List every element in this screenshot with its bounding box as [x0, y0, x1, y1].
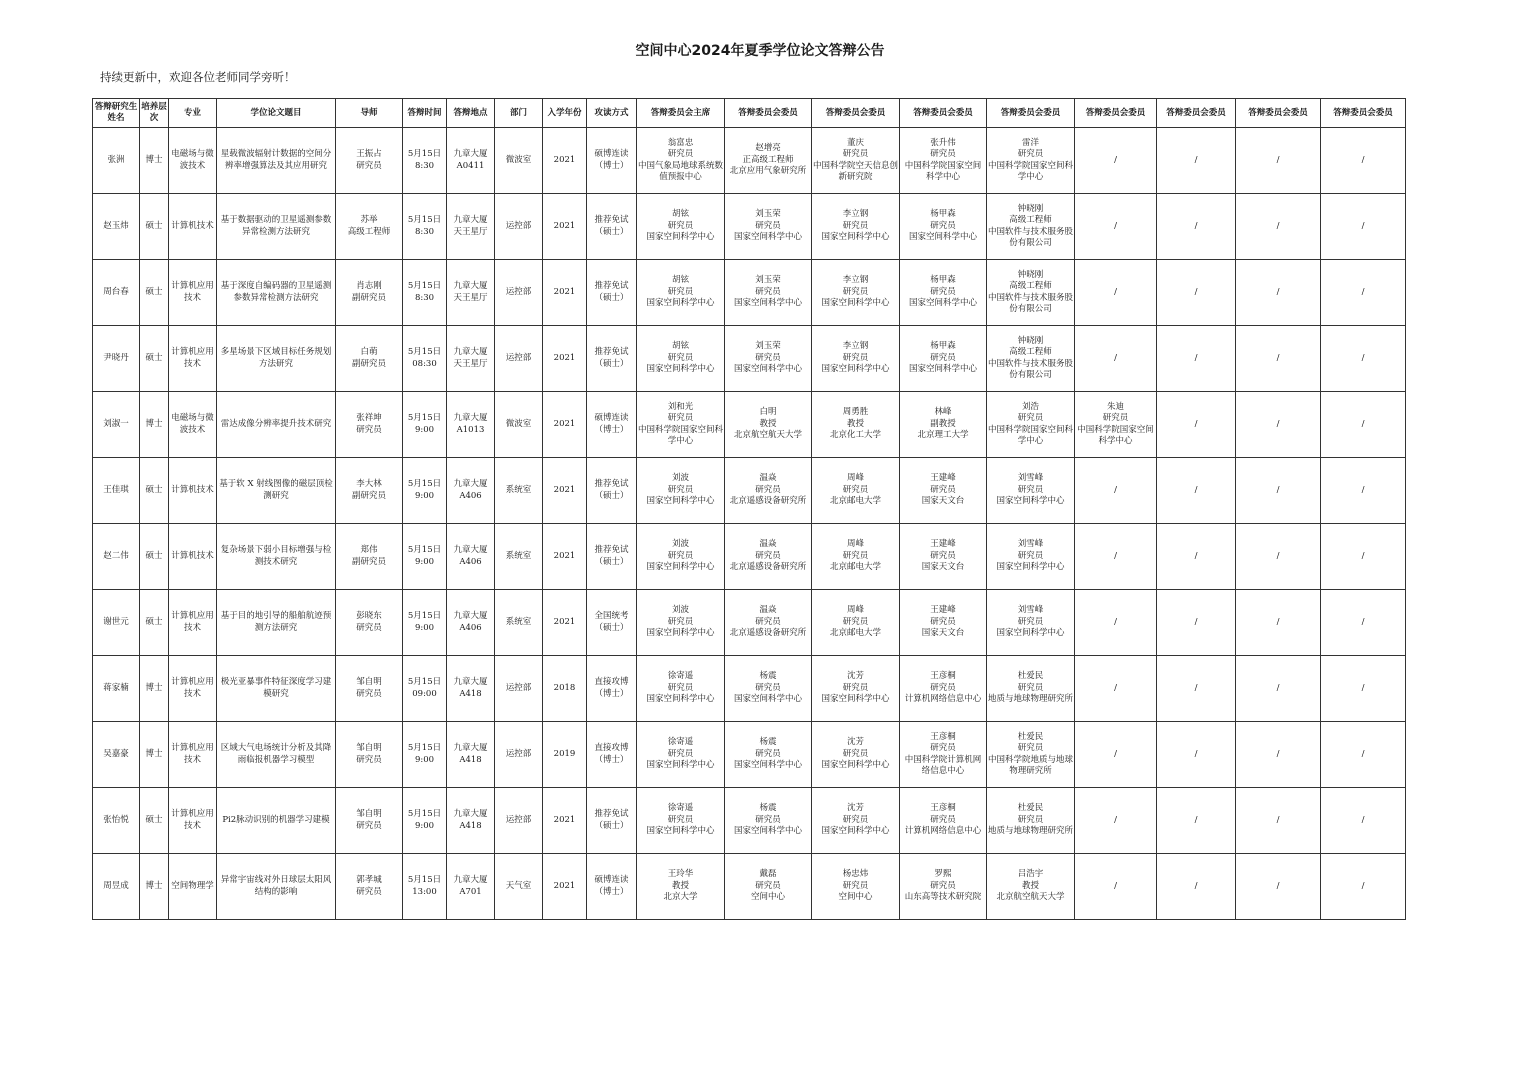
- committee-member-cell: 赵增亮 正高级工程师 北京应用气象研究所: [725, 128, 812, 194]
- column-header: 答辩委员会委员: [1321, 99, 1406, 128]
- column-header: 攻读方式: [587, 99, 637, 128]
- committee-chair-cell: 刘波 研究员 国家空间科学中心: [637, 590, 725, 656]
- major-cell: 计算机技术: [169, 194, 217, 260]
- committee-member-cell: 戴磊 研究员 空间中心: [725, 854, 812, 920]
- column-header: 答辩委员会委员: [900, 99, 987, 128]
- committee-member-cell: /: [1075, 458, 1157, 524]
- study-mode-cell: 推荐免试 （硕士）: [587, 260, 637, 326]
- defense-time-cell: 5月15日 9:00: [403, 590, 447, 656]
- student-name-cell: 谢世元: [93, 590, 140, 656]
- committee-member-cell: /: [1236, 260, 1321, 326]
- level-cell: 博士: [140, 722, 169, 788]
- thesis-title-cell: 基于软 X 射线图像的磁层顶检测研究: [217, 458, 336, 524]
- committee-member-cell: 周勇胜 教授 北京化工大学: [812, 392, 900, 458]
- committee-member-cell: 杨震 研究员 国家空间科学中心: [725, 722, 812, 788]
- committee-member-cell: 温焱 研究员 北京遥感设备研究所: [725, 590, 812, 656]
- advisor-cell: 彭晓东 研究员: [336, 590, 403, 656]
- level-cell: 硕士: [140, 524, 169, 590]
- committee-member-cell: 杨震 研究员 国家空间科学中心: [725, 656, 812, 722]
- committee-member-cell: 李立钢 研究员 国家空间科学中心: [812, 260, 900, 326]
- student-name-cell: 王佳琪: [93, 458, 140, 524]
- major-cell: 计算机应用技术: [169, 260, 217, 326]
- study-mode-cell: 推荐免试 （硕士）: [587, 326, 637, 392]
- committee-member-cell: /: [1157, 260, 1236, 326]
- column-header: 导师: [336, 99, 403, 128]
- committee-member-cell: /: [1236, 128, 1321, 194]
- committee-member-cell: 杜爱民 研究员 地质与地球物理研究所: [987, 788, 1075, 854]
- level-cell: 硕士: [140, 590, 169, 656]
- defense-time-cell: 5月15日 9:00: [403, 524, 447, 590]
- table-row: [93, 524, 1406, 590]
- committee-member-cell: 杜爱民 研究员 地质与地球物理研究所: [987, 656, 1075, 722]
- committee-member-cell: /: [1157, 854, 1236, 920]
- department-cell: 天气室: [495, 854, 543, 920]
- major-cell: 计算机应用技术: [169, 722, 217, 788]
- thesis-title-cell: 区域大气电场统计分析及其降雨临报机器学习模型: [217, 722, 336, 788]
- department-cell: 运控部: [495, 260, 543, 326]
- department-cell: 运控部: [495, 326, 543, 392]
- level-cell: 硕士: [140, 260, 169, 326]
- advisor-cell: 苏举 高级工程师: [336, 194, 403, 260]
- committee-member-cell: /: [1157, 392, 1236, 458]
- committee-member-cell: /: [1157, 656, 1236, 722]
- student-name-cell: 周昱成: [93, 854, 140, 920]
- study-mode-cell: 推荐免试 （硕士）: [587, 788, 637, 854]
- defense-location-cell: 九章大厦 A406: [447, 524, 495, 590]
- student-name-cell: 蒋家楠: [93, 656, 140, 722]
- defense-time-cell: 5月15日 9:00: [403, 788, 447, 854]
- defense-location-cell: 九章大厦 A418: [447, 722, 495, 788]
- committee-member-cell: 钟晓刚 高级工程师 中国软件与技术服务股份有限公司: [987, 194, 1075, 260]
- committee-member-cell: 雷洋 研究员 中国科学院国家空间科学中心: [987, 128, 1075, 194]
- column-header: 答辩委员会委员: [812, 99, 900, 128]
- defense-time-cell: 5月15日 8:30: [403, 260, 447, 326]
- student-name-cell: 张怡悦: [93, 788, 140, 854]
- committee-member-cell: 钟晓刚 高级工程师 中国软件与技术服务股份有限公司: [987, 260, 1075, 326]
- committee-member-cell: /: [1157, 590, 1236, 656]
- thesis-title-cell: 基于目的地引导的船舶航迹预测方法研究: [217, 590, 336, 656]
- level-cell: 硕士: [140, 458, 169, 524]
- committee-member-cell: 吕浩宇 教授 北京航空航天大学: [987, 854, 1075, 920]
- defense-location-cell: 九章大厦 A701: [447, 854, 495, 920]
- committee-member-cell: /: [1321, 854, 1406, 920]
- table-row: [93, 326, 1406, 392]
- thesis-title-cell: 雷达成像分辨率提升技术研究: [217, 392, 336, 458]
- department-cell: 运控部: [495, 194, 543, 260]
- advisor-cell: 张祥坤 研究员: [336, 392, 403, 458]
- committee-member-cell: 刘玉荣 研究员 国家空间科学中心: [725, 326, 812, 392]
- column-header: 专业: [169, 99, 217, 128]
- committee-member-cell: 杨震 研究员 国家空间科学中心: [725, 788, 812, 854]
- committee-member-cell: /: [1321, 128, 1406, 194]
- table-header-row: [93, 99, 1406, 128]
- committee-member-cell: 刘雪峰 研究员 国家空间科学中心: [987, 458, 1075, 524]
- enrollment-year-cell: 2021: [543, 854, 587, 920]
- column-header: 培养层次: [140, 99, 169, 128]
- thesis-title-cell: 基于数据驱动的卫星遥测参数异常检测方法研究: [217, 194, 336, 260]
- committee-member-cell: 杨甲森 研究员 国家空间科学中心: [900, 326, 987, 392]
- committee-member-cell: /: [1236, 722, 1321, 788]
- committee-member-cell: /: [1157, 326, 1236, 392]
- level-cell: 博士: [140, 854, 169, 920]
- committee-member-cell: 王建峰 研究员 国家天文台: [900, 524, 987, 590]
- column-header: 答辩时间: [403, 99, 447, 128]
- committee-chair-cell: 王玲华 教授 北京大学: [637, 854, 725, 920]
- committee-member-cell: 刘浩 研究员 中国科学院国家空间科学中心: [987, 392, 1075, 458]
- committee-member-cell: /: [1075, 854, 1157, 920]
- table-row: [93, 854, 1406, 920]
- table-row: [93, 656, 1406, 722]
- committee-member-cell: /: [1321, 392, 1406, 458]
- advisor-cell: 邹自明 研究员: [336, 722, 403, 788]
- major-cell: 电磁场与微波技术: [169, 128, 217, 194]
- thesis-title-cell: 多星场景下区域目标任务规划方法研究: [217, 326, 336, 392]
- enrollment-year-cell: 2019: [543, 722, 587, 788]
- enrollment-year-cell: 2021: [543, 194, 587, 260]
- defense-location-cell: 九章大厦 天王星厅: [447, 194, 495, 260]
- defense-schedule-table: [92, 98, 1406, 920]
- committee-member-cell: /: [1157, 458, 1236, 524]
- committee-member-cell: 王建峰 研究员 国家天文台: [900, 458, 987, 524]
- column-header: 答辩研究生姓名: [93, 99, 140, 128]
- level-cell: 硕士: [140, 326, 169, 392]
- enrollment-year-cell: 2021: [543, 458, 587, 524]
- advisor-cell: 邹自明 研究员: [336, 656, 403, 722]
- committee-member-cell: /: [1321, 788, 1406, 854]
- department-cell: 系统室: [495, 590, 543, 656]
- department-cell: 运控部: [495, 656, 543, 722]
- column-header: 答辩委员会委员: [725, 99, 812, 128]
- committee-member-cell: /: [1321, 458, 1406, 524]
- committee-member-cell: 李立钢 研究员 国家空间科学中心: [812, 194, 900, 260]
- committee-member-cell: 张升伟 研究员 中国科学院国家空间科学中心: [900, 128, 987, 194]
- committee-member-cell: /: [1321, 524, 1406, 590]
- table-row: [93, 788, 1406, 854]
- advisor-cell: 郭孝城 研究员: [336, 854, 403, 920]
- committee-member-cell: 周峰 研究员 北京邮电大学: [812, 458, 900, 524]
- defense-location-cell: 九章大厦 A418: [447, 788, 495, 854]
- committee-member-cell: /: [1075, 590, 1157, 656]
- committee-member-cell: /: [1157, 524, 1236, 590]
- department-cell: 系统室: [495, 524, 543, 590]
- committee-member-cell: /: [1321, 722, 1406, 788]
- committee-chair-cell: 刘和光 研究员 中国科学院国家空间科学中心: [637, 392, 725, 458]
- committee-member-cell: 刘雪峰 研究员 国家空间科学中心: [987, 524, 1075, 590]
- page-subtitle: 持续更新中，欢迎各位老师同学旁听！: [100, 70, 296, 84]
- department-cell: 微波室: [495, 392, 543, 458]
- committee-member-cell: /: [1236, 656, 1321, 722]
- committee-member-cell: 李立钢 研究员 国家空间科学中心: [812, 326, 900, 392]
- committee-member-cell: /: [1321, 260, 1406, 326]
- major-cell: 计算机应用技术: [169, 590, 217, 656]
- defense-location-cell: 九章大厦 天王星厅: [447, 260, 495, 326]
- column-header: 答辩委员会委员: [987, 99, 1075, 128]
- thesis-title-cell: 星载微波辐射计数据的空间分辨率增强算法及其应用研究: [217, 128, 336, 194]
- advisor-cell: 李大林 副研究员: [336, 458, 403, 524]
- committee-member-cell: /: [1157, 788, 1236, 854]
- committee-member-cell: 杜爱民 研究员 中国科学院地质与地球物理研究所: [987, 722, 1075, 788]
- committee-member-cell: 杨甲森 研究员 国家空间科学中心: [900, 194, 987, 260]
- department-cell: 微波室: [495, 128, 543, 194]
- committee-chair-cell: 徐寄遥 研究员 国家空间科学中心: [637, 656, 725, 722]
- study-mode-cell: 硕博连读 （博士）: [587, 128, 637, 194]
- committee-member-cell: 沈芳 研究员 国家空间科学中心: [812, 722, 900, 788]
- committee-member-cell: /: [1075, 128, 1157, 194]
- defense-location-cell: 九章大厦 A418: [447, 656, 495, 722]
- committee-member-cell: 林峰 副教授 北京理工大学: [900, 392, 987, 458]
- committee-member-cell: 王彦桐 研究员 中国科学院计算机网络信息中心: [900, 722, 987, 788]
- committee-member-cell: /: [1321, 590, 1406, 656]
- committee-member-cell: 朱迪 研究员 中国科学院国家空间科学中心: [1075, 392, 1157, 458]
- committee-member-cell: 杨甲森 研究员 国家空间科学中心: [900, 260, 987, 326]
- committee-member-cell: /: [1236, 458, 1321, 524]
- study-mode-cell: 直接攻博 （博士）: [587, 656, 637, 722]
- advisor-cell: 郑伟 副研究员: [336, 524, 403, 590]
- column-header: 答辩地点: [447, 99, 495, 128]
- thesis-title-cell: 异常宇宙线对外日球层太阳风结构的影响: [217, 854, 336, 920]
- page-title: 空间中心2024年夏季学位论文答辩公告: [635, 43, 885, 59]
- committee-member-cell: /: [1236, 788, 1321, 854]
- defense-time-cell: 5月15日 8:30: [403, 194, 447, 260]
- defense-time-cell: 5月15日 9:00: [403, 458, 447, 524]
- table-row: [93, 392, 1406, 458]
- committee-chair-cell: 徐寄遥 研究员 国家空间科学中心: [637, 722, 725, 788]
- committee-member-cell: /: [1075, 524, 1157, 590]
- committee-chair-cell: 胡铉 研究员 国家空间科学中心: [637, 260, 725, 326]
- committee-member-cell: /: [1075, 722, 1157, 788]
- enrollment-year-cell: 2018: [543, 656, 587, 722]
- committee-chair-cell: 刘波 研究员 国家空间科学中心: [637, 458, 725, 524]
- major-cell: 计算机应用技术: [169, 326, 217, 392]
- table-row: [93, 194, 1406, 260]
- defense-time-cell: 5月15日 9:00: [403, 392, 447, 458]
- advisor-cell: 肖志刚 副研究员: [336, 260, 403, 326]
- thesis-title-cell: 极光亚暴事件特征深度学习建模研究: [217, 656, 336, 722]
- committee-member-cell: 董庆 研究员 中国科学院空天信息创新研究院: [812, 128, 900, 194]
- study-mode-cell: 硕博连读 （博士）: [587, 392, 637, 458]
- committee-member-cell: /: [1236, 392, 1321, 458]
- thesis-title-cell: 复杂场景下弱小目标增强与检测技术研究: [217, 524, 336, 590]
- committee-member-cell: /: [1236, 326, 1321, 392]
- department-cell: 系统室: [495, 458, 543, 524]
- thesis-title-cell: Pi2脉动识别的机器学习建模: [217, 788, 336, 854]
- student-name-cell: 张洲: [93, 128, 140, 194]
- table-row: [93, 260, 1406, 326]
- committee-member-cell: 沈芳 研究员 国家空间科学中心: [812, 656, 900, 722]
- committee-member-cell: /: [1157, 194, 1236, 260]
- committee-member-cell: 钟晓刚 高级工程师 中国软件与技术服务股份有限公司: [987, 326, 1075, 392]
- level-cell: 博士: [140, 656, 169, 722]
- committee-member-cell: 王彦桐 研究员 计算机网络信息中心: [900, 788, 987, 854]
- enrollment-year-cell: 2021: [543, 326, 587, 392]
- committee-member-cell: /: [1236, 194, 1321, 260]
- student-name-cell: 尹晓丹: [93, 326, 140, 392]
- committee-member-cell: /: [1075, 326, 1157, 392]
- committee-member-cell: /: [1321, 194, 1406, 260]
- advisor-cell: 王振占 研究员: [336, 128, 403, 194]
- defense-time-cell: 5月15日 9:00: [403, 722, 447, 788]
- study-mode-cell: 推荐免试 （硕士）: [587, 524, 637, 590]
- enrollment-year-cell: 2021: [543, 128, 587, 194]
- committee-member-cell: 温焱 研究员 北京遥感设备研究所: [725, 524, 812, 590]
- committee-member-cell: /: [1157, 128, 1236, 194]
- level-cell: 博士: [140, 128, 169, 194]
- advisor-cell: 白萌 副研究员: [336, 326, 403, 392]
- level-cell: 硕士: [140, 788, 169, 854]
- student-name-cell: 刘淑一: [93, 392, 140, 458]
- study-mode-cell: 推荐免试 （硕士）: [587, 194, 637, 260]
- enrollment-year-cell: 2021: [543, 590, 587, 656]
- column-header: 答辩委员会委员: [1236, 99, 1321, 128]
- committee-chair-cell: 翁富忠 研究员 中国气象局地球系统数值预报中心: [637, 128, 725, 194]
- defense-time-cell: 5月15日 08:30: [403, 326, 447, 392]
- column-header: 答辩委员会委员: [1075, 99, 1157, 128]
- defense-location-cell: 九章大厦 A406: [447, 458, 495, 524]
- committee-member-cell: 杨忠炜 研究员 空间中心: [812, 854, 900, 920]
- committee-member-cell: /: [1075, 656, 1157, 722]
- thesis-title-cell: 基于深度自编码器的卫星遥测参数异常检测方法研究: [217, 260, 336, 326]
- major-cell: 计算机技术: [169, 458, 217, 524]
- student-name-cell: 赵二伟: [93, 524, 140, 590]
- level-cell: 硕士: [140, 194, 169, 260]
- column-header: 入学年份: [543, 99, 587, 128]
- major-cell: 计算机技术: [169, 524, 217, 590]
- committee-member-cell: 白明 教授 北京航空航天大学: [725, 392, 812, 458]
- committee-member-cell: /: [1236, 854, 1321, 920]
- committee-member-cell: /: [1236, 590, 1321, 656]
- enrollment-year-cell: 2021: [543, 392, 587, 458]
- committee-member-cell: /: [1321, 656, 1406, 722]
- defense-time-cell: 5月15日 8:30: [403, 128, 447, 194]
- defense-time-cell: 5月15日 13:00: [403, 854, 447, 920]
- committee-member-cell: 王彦桐 研究员 计算机网络信息中心: [900, 656, 987, 722]
- major-cell: 空间物理学: [169, 854, 217, 920]
- enrollment-year-cell: 2021: [543, 524, 587, 590]
- committee-member-cell: /: [1157, 722, 1236, 788]
- major-cell: 电磁场与微波技术: [169, 392, 217, 458]
- table-row: [93, 128, 1406, 194]
- enrollment-year-cell: 2021: [543, 788, 587, 854]
- study-mode-cell: 硕博连读 （博士）: [587, 854, 637, 920]
- committee-member-cell: 沈芳 研究员 国家空间科学中心: [812, 788, 900, 854]
- committee-member-cell: 刘雪峰 研究员 国家空间科学中心: [987, 590, 1075, 656]
- student-name-cell: 赵玉炜: [93, 194, 140, 260]
- enrollment-year-cell: 2021: [543, 260, 587, 326]
- defense-location-cell: 九章大厦 A1013: [447, 392, 495, 458]
- committee-member-cell: /: [1075, 260, 1157, 326]
- committee-member-cell: 周峰 研究员 北京邮电大学: [812, 590, 900, 656]
- table-row: [93, 722, 1406, 788]
- committee-member-cell: 刘玉荣 研究员 国家空间科学中心: [725, 260, 812, 326]
- study-mode-cell: 直接攻博 （博士）: [587, 722, 637, 788]
- committee-member-cell: 温焱 研究员 北京遥感设备研究所: [725, 458, 812, 524]
- student-name-cell: 周台春: [93, 260, 140, 326]
- committee-chair-cell: 胡铉 研究员 国家空间科学中心: [637, 194, 725, 260]
- column-header: 部门: [495, 99, 543, 128]
- department-cell: 运控部: [495, 788, 543, 854]
- column-header: 学位论文题目: [217, 99, 336, 128]
- defense-location-cell: 九章大厦 A0411: [447, 128, 495, 194]
- committee-member-cell: 王建峰 研究员 国家天文台: [900, 590, 987, 656]
- committee-member-cell: /: [1075, 788, 1157, 854]
- committee-member-cell: /: [1236, 524, 1321, 590]
- advisor-cell: 邹自明 研究员: [336, 788, 403, 854]
- committee-member-cell: /: [1321, 326, 1406, 392]
- major-cell: 计算机应用技术: [169, 788, 217, 854]
- committee-chair-cell: 徐寄遥 研究员 国家空间科学中心: [637, 788, 725, 854]
- level-cell: 博士: [140, 392, 169, 458]
- student-name-cell: 吴嘉豪: [93, 722, 140, 788]
- column-header: 答辩委员会主席: [637, 99, 725, 128]
- column-header: 答辩委员会委员: [1157, 99, 1236, 128]
- defense-time-cell: 5月15日 09:00: [403, 656, 447, 722]
- major-cell: 计算机应用技术: [169, 656, 217, 722]
- department-cell: 运控部: [495, 722, 543, 788]
- committee-member-cell: 周峰 研究员 北京邮电大学: [812, 524, 900, 590]
- study-mode-cell: 推荐免试 （硕士）: [587, 458, 637, 524]
- committee-chair-cell: 刘波 研究员 国家空间科学中心: [637, 524, 725, 590]
- committee-chair-cell: 胡铉 研究员 国家空间科学中心: [637, 326, 725, 392]
- defense-location-cell: 九章大厦 A406: [447, 590, 495, 656]
- committee-member-cell: 罗熙 研究员 山东高等技术研究院: [900, 854, 987, 920]
- table-row: [93, 458, 1406, 524]
- table-row: [93, 590, 1406, 656]
- committee-member-cell: 刘玉荣 研究员 国家空间科学中心: [725, 194, 812, 260]
- study-mode-cell: 全国统考 （硕士）: [587, 590, 637, 656]
- defense-location-cell: 九章大厦 天王星厅: [447, 326, 495, 392]
- committee-member-cell: /: [1075, 194, 1157, 260]
